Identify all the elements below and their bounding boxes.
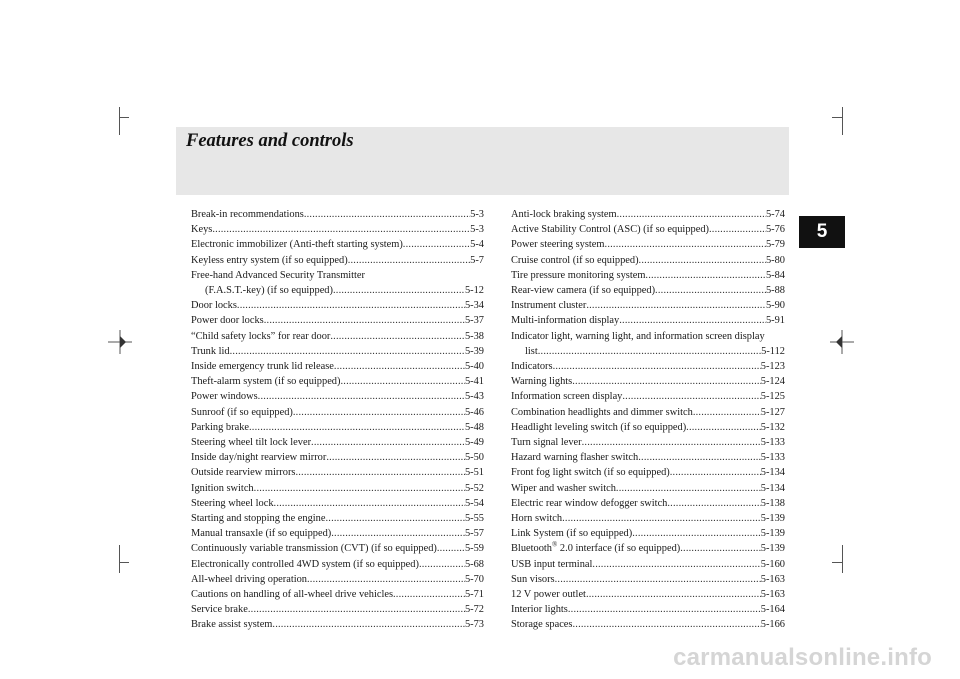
dot-leader (237, 298, 465, 313)
toc-entry[interactable] (511, 541, 785, 556)
dot-leader (645, 268, 766, 283)
toc-entry-page: 5-166 (760, 619, 785, 631)
toc-entry-title: Wiper and washer switch (511, 482, 616, 494)
toc-entry[interactable] (191, 496, 484, 511)
toc-entry-page: 5-79 (765, 239, 785, 251)
toc-entry[interactable] (511, 496, 785, 511)
dot-leader (274, 496, 465, 511)
toc-entry-title: Link System (if so equipped) (511, 528, 633, 540)
toc-entry-page: 5-43 (464, 391, 484, 403)
toc-entry[interactable] (511, 298, 785, 313)
toc-entry-page: 5-46 (464, 406, 484, 418)
toc-entry-title: All-wheel driving operation (191, 573, 307, 585)
dot-leader (325, 511, 464, 526)
dot-leader (670, 465, 761, 480)
chapter-tab: 5 (799, 216, 845, 248)
dot-leader (586, 298, 766, 313)
toc-entry[interactable] (191, 526, 484, 541)
toc-entry[interactable] (191, 481, 484, 496)
toc-entry-page: 5-112 (761, 345, 785, 357)
section-header (176, 127, 789, 195)
dot-leader (304, 207, 470, 222)
dot-leader (639, 253, 766, 268)
toc-entry-page: 5-160 (760, 558, 785, 570)
toc-entry-page: 5-52 (464, 482, 484, 494)
toc-entry-title: Electronic immobilizer (Anti-theft starting system) (191, 239, 403, 251)
toc-entry-title: Hazard warning flasher switch (511, 452, 639, 464)
toc-entry-title: Keyless entry system (if so equipped) (191, 254, 348, 266)
toc-entry-page: 5-41 (464, 376, 484, 388)
toc-entry-page: 5-138 (760, 497, 785, 509)
toc-entry-page: 5-54 (464, 497, 484, 509)
toc-entry[interactable] (511, 268, 785, 283)
dot-leader (538, 344, 761, 359)
toc-entry-title: Active Stability Control (ASC) (if so equipped) (511, 224, 709, 236)
toc-entry-page: 5-34 (464, 300, 484, 312)
dot-leader (553, 359, 761, 374)
toc-entry-title: Power windows (191, 391, 258, 403)
toc-entry-page: 5-59 (464, 543, 484, 555)
dot-leader (254, 481, 465, 496)
registered-mark: ® (551, 541, 558, 549)
dot-leader (248, 602, 465, 617)
dot-leader (555, 572, 761, 587)
toc-entry-page: 5-55 (464, 513, 484, 525)
dot-leader (667, 496, 760, 511)
registration-mark-right (830, 330, 854, 354)
toc-entry-title: Cruise control (if so equipped) (511, 254, 639, 266)
toc-entry-title: Keys (191, 224, 213, 236)
dot-leader (293, 405, 465, 420)
crop-mark-bottom-left-v (119, 545, 120, 573)
toc-entry-page: 5-123 (760, 361, 785, 373)
toc-entry-title: “Child safety locks” for rear door (191, 330, 331, 342)
toc-entry-title: Free-hand Advanced Security Transmitter (191, 269, 366, 281)
toc-entry-title: 12 V power outlet (511, 589, 586, 601)
dot-leader (616, 481, 761, 496)
toc-entry-title: Headlight leveling switch (if so equipped) (511, 421, 687, 433)
toc-entry-page: 5-7 (470, 254, 484, 266)
toc-entry-title: Electric rear window defogger switch (511, 497, 668, 509)
toc-entry-title: Indicators (511, 361, 553, 373)
toc-entry[interactable] (511, 405, 785, 420)
toc-entry[interactable] (511, 283, 785, 298)
toc-entry-title: Electronically controlled 4WD system (if so equipped) (191, 558, 419, 570)
toc-entry-title: Instrument cluster (511, 300, 587, 312)
toc-entry-page: 5-50 (464, 452, 484, 464)
toc-entry-title: (F.A.S.T.-key) (if so equipped) (205, 285, 333, 297)
dot-leader (212, 222, 470, 237)
toc-entry-page: 5-127 (760, 406, 785, 418)
toc-entry[interactable] (191, 344, 484, 359)
toc-entry-title: Manual transaxle (if so equipped) (191, 528, 332, 540)
watermark: carmanualsonline.info (673, 644, 932, 671)
toc-entry-title: Brake assist system (191, 619, 273, 631)
toc-entry-title-suffix: 2.0 interface (if so equipped) (557, 543, 681, 555)
toc-entry-title: Sunroof (if so equipped) (191, 406, 293, 418)
toc-entry-title: Warning lights (511, 376, 573, 388)
toc-entry-title: Theft-alarm system (if so equipped) (191, 376, 341, 388)
toc-entry-page: 5-133 (760, 452, 785, 464)
toc-entry-title: Inside emergency trunk lid release (191, 361, 334, 373)
toc-entry-page: 5-163 (760, 589, 785, 601)
dot-leader (632, 526, 761, 541)
dot-leader (311, 435, 465, 450)
toc-entry-title: Front fog light switch (if so equipped) (511, 467, 670, 479)
toc-entry-title: Anti-lock braking system (511, 209, 617, 220)
toc-entry-page: 5-139 (760, 528, 785, 540)
toc-entry[interactable] (191, 268, 484, 283)
toc-entry[interactable] (191, 420, 484, 435)
toc-entry[interactable] (191, 557, 484, 572)
crop-mark-bottom-right-v (842, 545, 843, 573)
toc-entry[interactable] (191, 450, 484, 465)
toc-entry-page: 5-76 (765, 224, 785, 236)
toc-entry[interactable] (191, 298, 484, 313)
toc-entry[interactable] (511, 253, 785, 268)
toc-entry-title: Trunk lid (191, 345, 230, 357)
toc-entry[interactable] (191, 511, 484, 526)
crop-mark-bottom-right-h (832, 562, 842, 563)
crop-mark-bottom-left-h (119, 562, 129, 563)
dot-leader (272, 617, 465, 632)
dot-leader (330, 329, 465, 344)
toc-entry-page: 5-37 (464, 315, 484, 327)
toc-entry-page: 5-132 (760, 421, 785, 433)
dot-leader (258, 389, 465, 404)
toc-entry-title: Ignition switch (191, 482, 254, 494)
dot-leader (572, 617, 760, 632)
toc-entry[interactable] (191, 602, 484, 617)
dot-leader (333, 283, 465, 298)
toc-entry[interactable] (511, 602, 785, 617)
toc-entry[interactable] (511, 313, 785, 328)
dot-leader (619, 313, 766, 328)
dot-leader (249, 420, 465, 435)
dot-leader (680, 541, 761, 556)
toc-entry[interactable] (511, 526, 785, 541)
dot-leader (638, 450, 761, 465)
toc-entry[interactable] (191, 329, 484, 344)
toc-entry-page: 5-134 (760, 467, 785, 479)
registration-mark-left (108, 330, 132, 354)
toc-entry-page: 5-73 (464, 619, 484, 631)
toc-entry[interactable] (191, 374, 484, 389)
toc-entry-title: Door locks (191, 300, 237, 312)
crop-mark-top-left-v (119, 107, 120, 135)
toc-entry[interactable] (511, 344, 785, 359)
dot-leader (617, 207, 766, 222)
toc-entry-title: Steering wheel tilt lock lever (191, 437, 312, 449)
dot-leader (572, 374, 761, 389)
toc-entry-page: 5-48 (464, 421, 484, 433)
toc-entry[interactable] (191, 283, 484, 298)
dot-leader (655, 283, 766, 298)
toc-entry[interactable] (511, 465, 785, 480)
toc-entry-page: 5-164 (760, 604, 785, 616)
dot-leader (437, 541, 465, 556)
toc-entry[interactable] (511, 557, 785, 572)
dot-leader (264, 313, 465, 328)
toc-entry-title: list (525, 345, 538, 357)
toc-entry-page: 5-139 (760, 513, 785, 525)
toc-entry[interactable] (191, 389, 484, 404)
toc-entry[interactable] (191, 313, 484, 328)
toc-entry-page: 5-84 (765, 269, 785, 281)
dot-leader (605, 237, 766, 252)
toc-entry-title: Break-in recommendations (191, 209, 304, 220)
toc-entry-title: Combination headlights and dimmer switch (511, 406, 693, 418)
toc-entry-title: Service brake (191, 604, 248, 616)
toc-entry-title: Horn switch (511, 513, 563, 525)
toc-entry[interactable] (191, 541, 484, 556)
toc-entry[interactable] (511, 222, 785, 237)
toc-entry[interactable] (191, 587, 484, 602)
dot-leader (340, 374, 464, 389)
toc-entry[interactable] (511, 359, 785, 374)
crop-mark-top-left-h (119, 117, 129, 118)
toc-entry[interactable] (511, 374, 785, 389)
toc-entry-page: 5-71 (464, 589, 484, 601)
toc-entry-title: Continuously variable transmission (CVT) (if so equipped) (191, 543, 437, 555)
toc-entry-title: Interior lights (511, 604, 568, 616)
toc-entry[interactable] (511, 587, 785, 602)
toc-entry[interactable] (511, 617, 785, 632)
dot-leader (295, 465, 465, 480)
crop-mark-top-right-v (842, 107, 843, 135)
toc-entry[interactable] (511, 237, 785, 252)
crop-mark-top-right-h (832, 117, 842, 118)
toc-entry-page: 5-139 (760, 543, 785, 555)
dot-leader (403, 237, 470, 252)
toc-entry-title: Starting and stopping the engine (191, 513, 326, 525)
toc-right-column (511, 207, 785, 633)
toc-entry-page: 5-57 (464, 528, 484, 540)
dot-leader (348, 253, 470, 268)
toc-entry[interactable] (511, 420, 785, 435)
toc-entry[interactable] (511, 511, 785, 526)
toc-entry[interactable] (511, 207, 785, 222)
toc-entry-page: 5-49 (464, 437, 484, 449)
toc-entry-page: 5-70 (464, 573, 484, 585)
toc-entry-page: 5-40 (464, 361, 484, 373)
toc-entry-page: 5-39 (464, 345, 484, 357)
toc-entry-page: 5-134 (760, 482, 785, 494)
dot-leader (307, 572, 465, 587)
toc-entry[interactable] (511, 389, 785, 404)
dot-leader (693, 405, 761, 420)
dot-leader (568, 602, 761, 617)
toc-entry-title: Multi-information display (511, 315, 620, 327)
toc-entry-page: 5-90 (765, 300, 785, 312)
toc-entry-page: 5-3 (470, 224, 484, 236)
toc-entry[interactable] (191, 237, 484, 252)
toc-entry-title: Storage spaces (511, 619, 573, 631)
toc-entry-page: 5-125 (760, 391, 785, 403)
toc-entry-page: 5-163 (760, 573, 785, 585)
toc-entry-page: 5-88 (765, 285, 785, 297)
toc-entry[interactable] (191, 572, 484, 587)
dot-leader (586, 587, 761, 602)
toc-entry[interactable] (511, 450, 785, 465)
toc-entry[interactable] (511, 435, 785, 450)
toc-entry-title: Rear-view camera (if so equipped) (511, 285, 656, 297)
dot-leader (334, 359, 465, 374)
toc-entry-title: Tire pressure monitoring system (511, 269, 646, 281)
toc-entry-title: Turn signal lever (511, 437, 582, 449)
page-title: Features and controls (186, 131, 354, 151)
toc-entry[interactable] (511, 329, 785, 344)
toc-entry-page: 5-133 (760, 437, 785, 449)
toc-entry-page: 5-51 (464, 467, 484, 479)
toc-entry-title: Parking brake (191, 421, 249, 433)
toc-entry[interactable] (191, 359, 484, 374)
toc-entry-page: 5-91 (765, 315, 785, 327)
dot-leader (562, 511, 761, 526)
dot-leader (709, 222, 766, 237)
toc-entry[interactable] (191, 617, 484, 632)
toc-entry[interactable] (511, 481, 785, 496)
toc-entry-page: 5-4 (470, 239, 484, 251)
toc-entry[interactable] (511, 572, 785, 587)
dot-leader (230, 344, 465, 359)
toc-entry-page: 5-74 (765, 209, 785, 220)
dot-leader (592, 557, 760, 572)
toc-entry-title: Inside day/night rearview mirror (191, 452, 327, 464)
toc-entry-title: USB input terminal (511, 558, 593, 570)
toc-entry-title: Indicator light, warning light, and information screen display (511, 330, 765, 342)
dot-leader (686, 420, 761, 435)
toc-entry[interactable] (191, 405, 484, 420)
toc-entry-title: Information screen display (511, 391, 623, 403)
toc-entry-title: Power door locks (191, 315, 264, 327)
toc-entry-page: 5-3 (470, 209, 484, 220)
toc-entry[interactable] (191, 207, 484, 222)
toc-entry-page: 5-80 (765, 254, 785, 266)
dot-leader (326, 450, 465, 465)
dot-leader (622, 389, 760, 404)
dot-leader (393, 587, 465, 602)
toc-left-column (191, 207, 484, 633)
toc-entry-title: Outside rearview mirrors (191, 467, 296, 479)
toc-entry-title: Power steering system (511, 239, 605, 251)
toc-entry-page: 5-124 (760, 376, 785, 388)
toc-entry-title: Steering wheel lock (191, 497, 274, 509)
toc-entry-title: Cautions on handling of all-wheel drive vehicles (191, 589, 393, 601)
toc-entry[interactable] (191, 435, 484, 450)
toc-entry[interactable] (191, 253, 484, 268)
toc-entry-page: 5-38 (464, 330, 484, 342)
dot-leader (582, 435, 761, 450)
toc-entry-title: Bluetooth® 2.0 interface (if so equipped) (511, 541, 681, 555)
toc-entry-page: 5-72 (464, 604, 484, 616)
dot-leader (331, 526, 465, 541)
toc-entry[interactable] (191, 222, 484, 237)
toc-entry[interactable] (191, 465, 484, 480)
toc-entry-page: 5-12 (464, 285, 484, 297)
dot-leader (419, 557, 465, 572)
toc-entry-page: 5-68 (464, 558, 484, 570)
toc-entry-title: Sun visors (511, 573, 555, 585)
